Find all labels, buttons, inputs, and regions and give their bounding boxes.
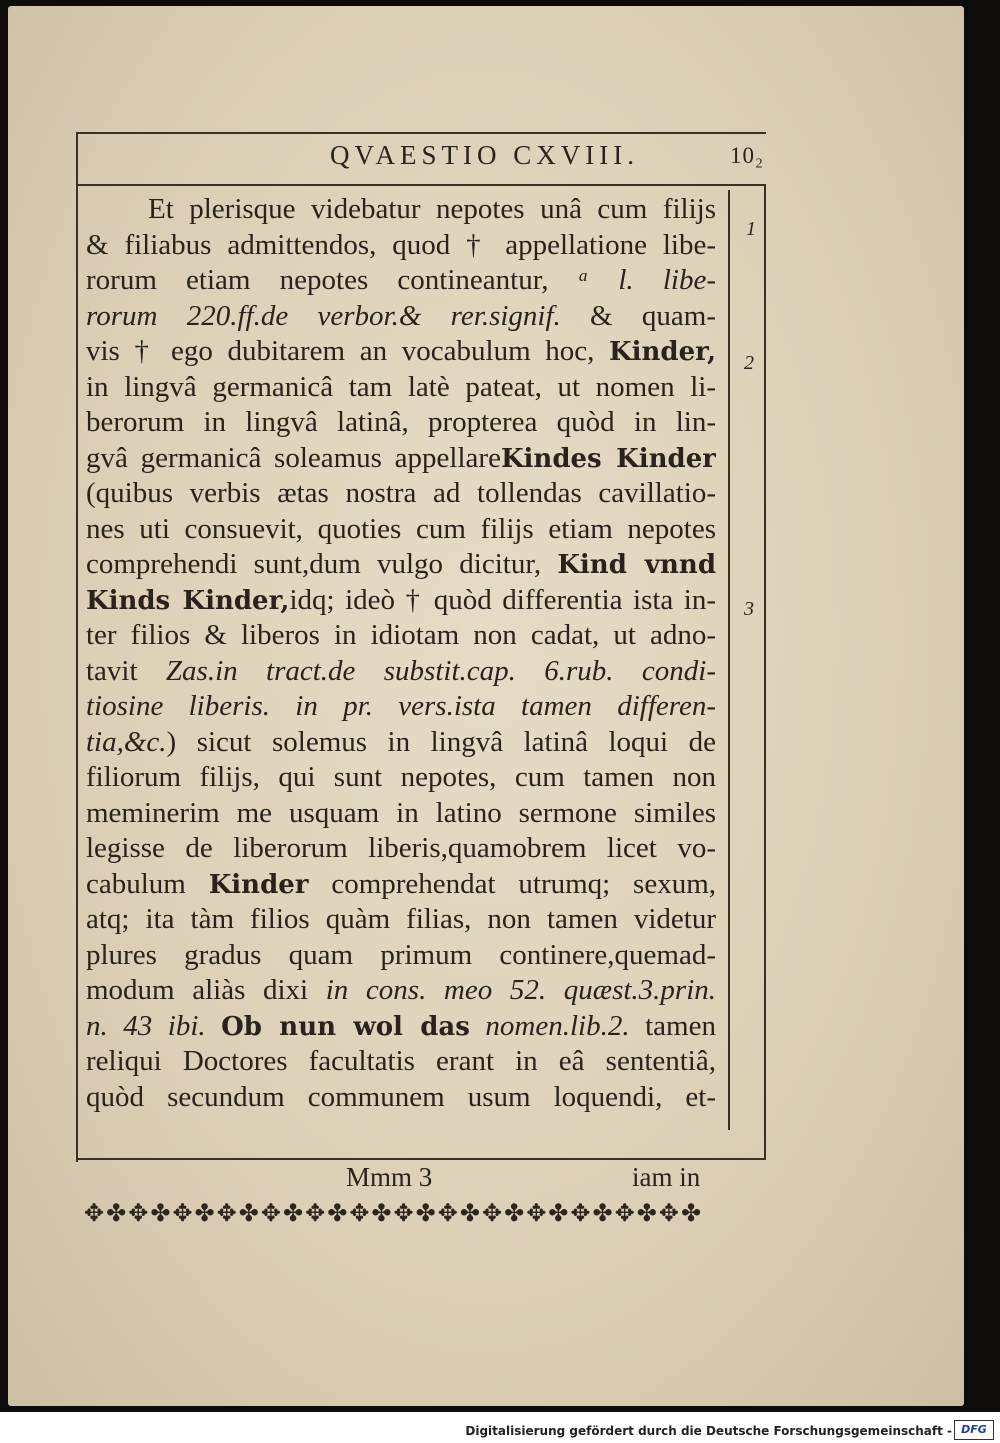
text-line: modum aliàs dixi in cons. meo 52. quæst.3.prin. xyxy=(86,974,716,1006)
text-line: tavit Zas.in tract.de substit.cap. 6.rub. condi- xyxy=(86,654,716,687)
right-frame-rule xyxy=(764,185,766,1160)
text-line: cabulum Kinder comprehendat utrumq; sexum, xyxy=(86,867,716,900)
signature-mark: Mmm 3 xyxy=(346,1162,433,1192)
citation: in cons. meo 52. quæst.3.prin. xyxy=(325,974,716,1006)
citation: rorum 220.ff.de verbor.& rer.signif. xyxy=(86,299,561,332)
blackletter-word: Kinder, xyxy=(609,337,716,367)
text-line: tia,&c.) sicut solemus in lingvâ latinâ loqui de xyxy=(86,725,716,758)
blackletter-word: Ob nun wol das xyxy=(221,1011,470,1042)
text-line xyxy=(86,689,716,725)
dfg-logo-icon: DFG xyxy=(954,1420,994,1440)
body-text xyxy=(86,192,716,1115)
page-number: 10₂ xyxy=(730,143,765,168)
top-rule xyxy=(76,132,766,134)
text-line: comprehendi sunt,dum vulgo dicitur, Kind vnnd xyxy=(86,548,716,580)
credit-text: Digitalisierung gefördert durch die Deutsche Forschungsgemeinschaft - xyxy=(465,1424,952,1438)
text-line: Et plerisque videbatur nepotes unâ cum filijs xyxy=(148,193,716,225)
bottom-rule xyxy=(76,1158,766,1160)
citation: ᵃ l. libe- xyxy=(577,264,716,296)
text-line: meminerim me usquam in latino sermone similes xyxy=(86,796,716,829)
text-line: rorum 220.ff.de verbor.& rer.signif. & quam- xyxy=(86,299,716,332)
blackletter-word: Kindes Kinder xyxy=(500,443,716,474)
text-line: legisse de liberorum liberis,quamobrem licet vo- xyxy=(86,832,716,864)
citation: tia,&c. xyxy=(86,725,167,758)
ornamental-border: ✥✤✥✤✥✤✥✤✥✤✥✤✥✤✥✤✥✤✥✤✥✤✥✤✥✤✥✤ xyxy=(84,1199,704,1227)
header-rule xyxy=(76,184,766,186)
text-line: quòd secundum communem usum loquendi, et- xyxy=(86,1080,716,1113)
citation: nomen.lib.2. xyxy=(469,1009,630,1042)
text-line: gvâ germanicâ soleamus appellareKindes Kinder xyxy=(86,441,716,474)
text-line: vis † ego dubitarem an vocabulum hoc, Kinder, xyxy=(86,335,716,367)
text-line: Kinds Kinder,idq; ideò † quòd differentia ista in- xyxy=(86,583,716,616)
blackletter-word: Kinds Kinder, xyxy=(86,585,290,616)
blackletter-word: Kinder xyxy=(208,869,309,900)
running-title: QVAESTIO CXVIII. xyxy=(330,140,639,170)
text-line: ter filios & liberos in idiotam non cadat, ut adno- xyxy=(86,619,716,651)
margin-number: 3 xyxy=(744,598,754,620)
text-line: nes uti consuevit, quoties cum filijs etiam nepotes xyxy=(86,512,716,545)
margin-number: 1 xyxy=(746,218,756,240)
text-line: & filiabus admittendos, quod † appellatione libe- xyxy=(86,228,716,261)
text-line: n. 43 ibi. Ob nun wol das nomen.lib.2. tamen xyxy=(86,1009,716,1042)
text-line: (quibus verbis ætas nostra ad tollendas cavillatio- xyxy=(86,477,716,509)
column-rule xyxy=(728,190,730,1130)
text-line: berorum in lingvâ latinâ, propterea quòd in lin- xyxy=(86,406,716,438)
text-line: atq; ita tàm filios quàm filias, non tamen videtur xyxy=(86,903,716,935)
citation: n. 43 ibi. xyxy=(86,1009,222,1042)
text-line: filiorum filijs, qui sunt nepotes, cum tamen non xyxy=(86,761,716,793)
text-line: rorum etiam nepotes contineantur, ᵃ l. libe- xyxy=(86,264,716,296)
catchword: iam in xyxy=(632,1162,701,1192)
citation: Zas.in tract.de substit.cap. 6.rub. condi- xyxy=(165,654,716,687)
margin-number: 2 xyxy=(744,352,754,374)
left-frame-rule xyxy=(76,132,78,1162)
text-line: plures gradus quam primum continere,quemad- xyxy=(86,938,716,971)
text-line: in lingvâ germanicâ tam latè pateat, ut nomen li- xyxy=(86,370,716,403)
citation: tiosine liberis. in pr. vers.ista tamen differen- xyxy=(86,690,716,722)
text-line: reliqui Doctores facultatis erant in eâ sententiâ, xyxy=(86,1045,716,1077)
blackletter-word: Kind vnnd xyxy=(557,550,716,580)
